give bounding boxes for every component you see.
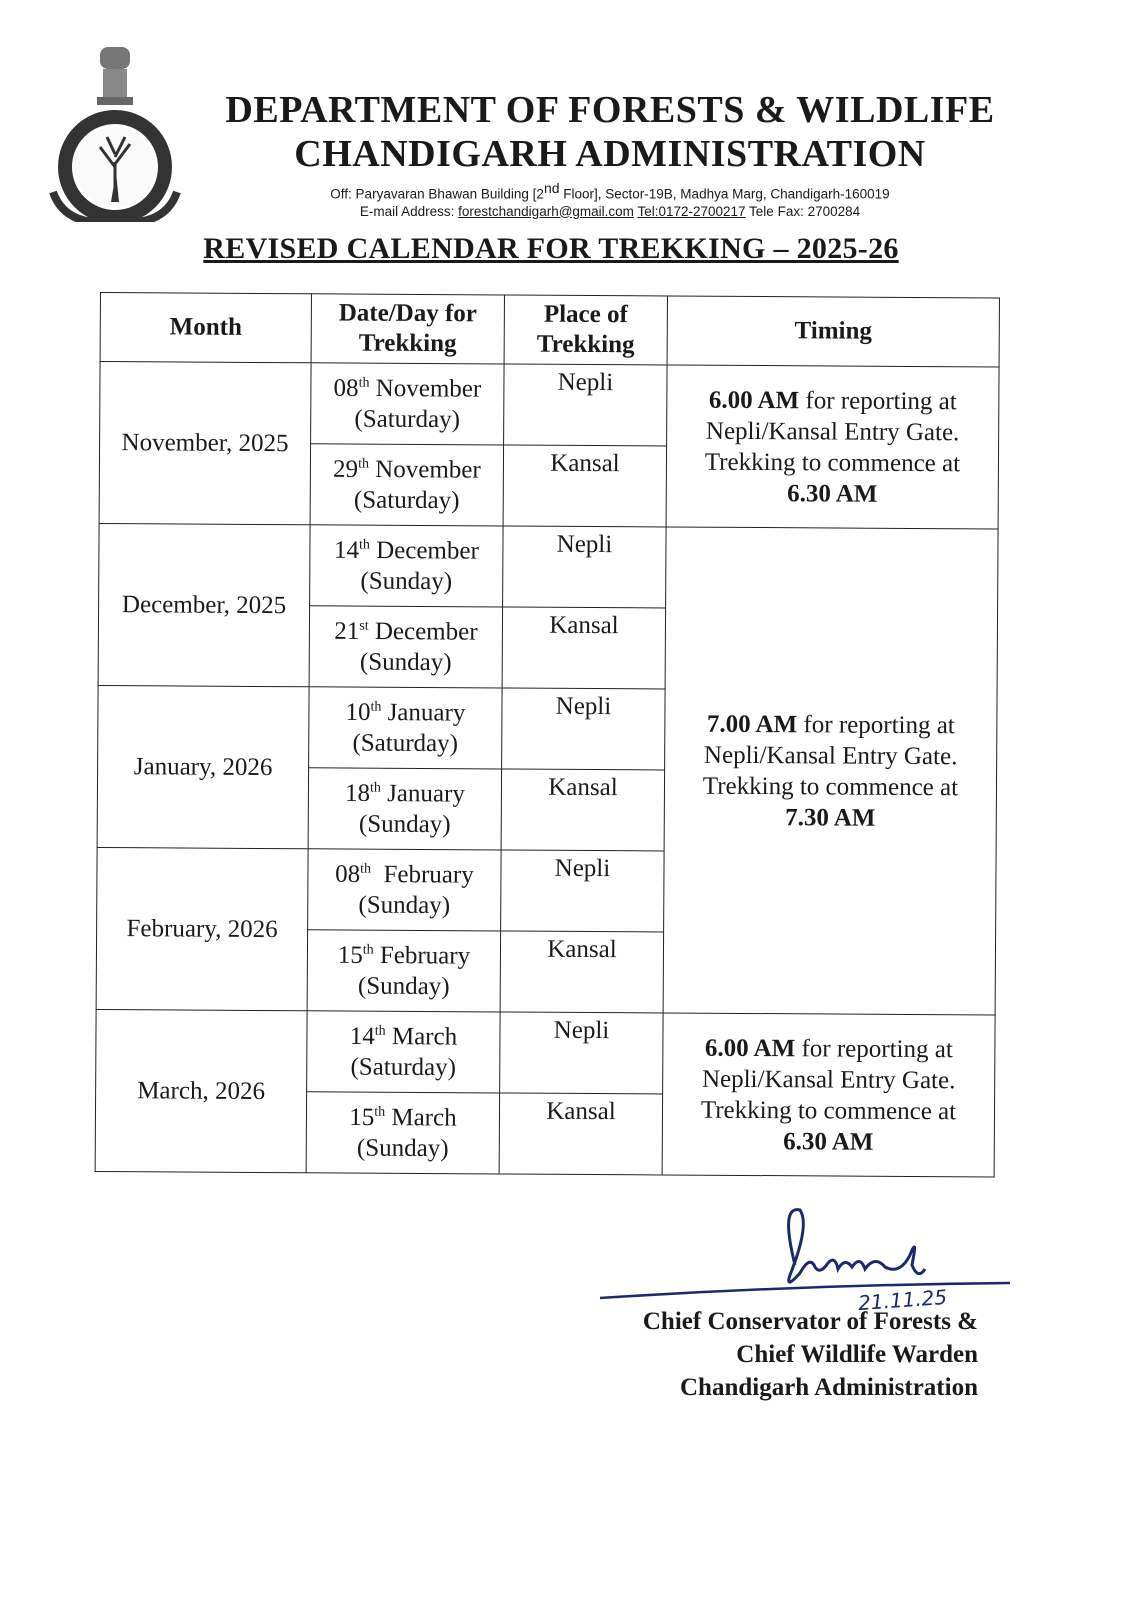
table-header-row	[100, 293, 999, 367]
commence-time: 6.30 AM	[783, 1127, 874, 1156]
header-date: Date/Day for Trekking	[311, 294, 504, 364]
date-day: 14	[349, 1022, 375, 1051]
letterhead	[200, 88, 1020, 220]
place-cell: Kansal	[501, 769, 664, 851]
date-day: 29	[332, 455, 359, 483]
place-cell: Nepli	[500, 1012, 663, 1094]
email-label: E-mail Address:	[359, 203, 459, 219]
date-suffix: th	[358, 375, 370, 391]
date-suffix: th	[369, 780, 381, 796]
address-sup: nd	[543, 180, 560, 196]
date-weekday: (Sunday)	[358, 810, 451, 839]
office-address	[200, 180, 1020, 203]
date-weekday: (Sunday)	[356, 1134, 449, 1163]
date-suffix: th	[360, 861, 372, 877]
department-emblem-logo	[45, 42, 185, 222]
date-weekday: (Sunday)	[357, 972, 450, 1001]
date-weekday: (Saturday)	[354, 405, 461, 434]
commence-time: 6.30 AM	[787, 479, 878, 508]
date-day: 18	[344, 779, 371, 807]
date-weekday: (Saturday)	[353, 486, 460, 515]
date-suffix: th	[358, 456, 370, 472]
table-row	[100, 362, 999, 448]
date-cell	[308, 849, 501, 931]
date-day: 15	[337, 941, 363, 969]
date-cell	[307, 930, 500, 1012]
date-cell	[308, 768, 501, 850]
date-month: March	[385, 1104, 457, 1132]
telephone: Tel:0172-2700217	[637, 203, 746, 219]
date-weekday: (Sunday)	[358, 891, 451, 920]
timing-cell	[663, 527, 998, 1015]
timing-cell	[662, 1013, 995, 1177]
date-day: 08	[335, 860, 361, 888]
place-cell: Nepli	[503, 526, 666, 608]
designation-line: Chief Conservator of Forests &	[642, 1308, 978, 1335]
date-weekday: (Saturday)	[352, 729, 459, 758]
place-cell: Kansal	[499, 1093, 662, 1175]
month-cell: February, 2026	[96, 847, 308, 1010]
date-suffix: th	[374, 1104, 386, 1120]
administration-name: CHANDIGARH ADMINISTRATION	[294, 133, 926, 175]
address-text: Off: Paryavaran Bhawan Building [2	[330, 186, 544, 202]
signature-date: 21.11.25	[857, 1284, 948, 1316]
date-cell	[310, 444, 503, 526]
timing-text: for reporting at Nepli/Kansal Entry Gate. Trekking to commence at	[700, 1034, 957, 1125]
designation-line: Chandigarh Administration	[680, 1374, 978, 1401]
date-cell	[306, 1092, 499, 1174]
date-suffix: st	[359, 618, 369, 634]
date-suffix: th	[358, 537, 370, 553]
timing-cell	[666, 365, 999, 529]
date-month: November	[368, 455, 481, 484]
date-cell	[307, 1011, 500, 1093]
date-month: December	[369, 536, 479, 565]
timing-text: for reporting at Nepli/Kansal Entry Gate. Trekking to commence at	[704, 386, 961, 477]
place-cell: Kansal	[502, 607, 665, 689]
date-day: 15	[349, 1103, 375, 1132]
date-suffix: th	[370, 699, 382, 715]
date-month: February	[370, 860, 474, 889]
place-cell: Kansal	[503, 445, 666, 527]
date-month: November	[369, 374, 482, 403]
date-day: 21	[334, 617, 360, 645]
reporting-time: 6.00 AM	[708, 386, 800, 414]
date-cell	[309, 687, 502, 769]
date-weekday: (Saturday)	[350, 1053, 457, 1082]
header-timing: Timing	[667, 296, 999, 367]
header-month: Month	[100, 293, 311, 363]
date-suffix: th	[374, 1023, 386, 1039]
date-day: 08	[333, 374, 359, 402]
email-link[interactable]: forestchandigarh@gmail.com	[458, 203, 634, 219]
date-day: 10	[345, 698, 371, 726]
place-cell: Nepli	[501, 850, 664, 932]
place-cell: Nepli	[504, 364, 667, 446]
place-cell: Kansal	[500, 931, 663, 1013]
table-row	[99, 523, 998, 609]
date-month: February	[373, 942, 471, 970]
document-title: REVISED CALENDAR FOR TREKKING – 2025-26	[203, 232, 899, 265]
contact-line	[200, 203, 1020, 220]
month-cell: November, 2025	[99, 362, 311, 525]
department-name: DEPARTMENT OF FORESTS & WILDLIFE	[225, 89, 995, 131]
date-month: January	[380, 780, 465, 808]
address-text-end: Floor], Sector-19B, Madhya Marg, Chandigarh-160019	[559, 186, 890, 202]
date-cell	[309, 606, 502, 688]
commence-time: 7.30 AM	[785, 803, 876, 832]
trekking-calendar-table	[95, 292, 1000, 1177]
date-month: January	[381, 699, 466, 727]
month-cell: January, 2026	[97, 685, 309, 848]
place-cell: Nepli	[502, 688, 665, 770]
month-cell: March, 2026	[95, 1009, 307, 1172]
designation-line: Chief Wildlife Warden	[736, 1341, 978, 1368]
date-weekday: (Sunday)	[359, 648, 452, 677]
timing-text: for reporting at Nepli/Kansal Entry Gate. Trekking to commence at	[702, 710, 959, 801]
signatory-designation	[643, 1305, 978, 1404]
date-day: 14	[333, 536, 360, 564]
reporting-time: 7.00 AM	[706, 710, 798, 738]
fax: Tele Fax: 2700284	[745, 203, 861, 219]
date-suffix: th	[362, 942, 374, 958]
month-cell: December, 2025	[98, 523, 310, 686]
table-row	[96, 1009, 995, 1095]
reporting-time: 6.00 AM	[704, 1034, 796, 1062]
date-month: December	[368, 617, 478, 646]
header-place: Place of Trekking	[504, 295, 667, 365]
date-weekday: (Sunday)	[360, 567, 453, 596]
date-month: March	[385, 1023, 458, 1051]
date-cell	[311, 363, 504, 445]
date-cell	[310, 525, 503, 607]
